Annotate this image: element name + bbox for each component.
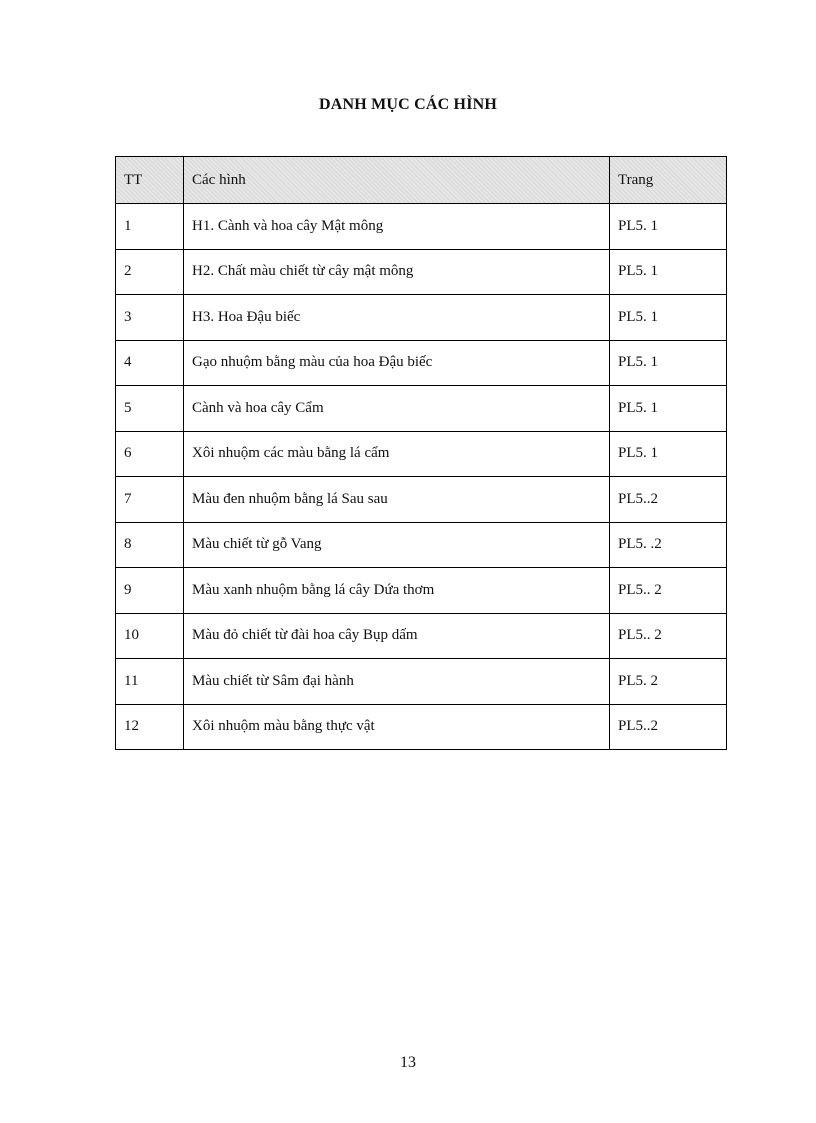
cell-tt: 5	[116, 386, 184, 432]
cell-figure-name: Xôi nhuộm các màu bằng lá cẩm	[184, 431, 610, 477]
cell-tt: 1	[116, 204, 184, 250]
header-page: Trang	[610, 157, 727, 204]
cell-figure-name: H3. Hoa Đậu biếc	[184, 295, 610, 341]
cell-figure-name: Màu chiết từ Sâm đại hành	[184, 659, 610, 705]
table-row	[116, 613, 727, 659]
table-row	[116, 477, 727, 523]
cell-tt: 4	[116, 340, 184, 386]
cell-tt: 11	[116, 659, 184, 705]
cell-page: PL5. 2	[610, 659, 727, 705]
cell-page: PL5. 1	[610, 249, 727, 295]
cell-tt: 8	[116, 522, 184, 568]
cell-tt: 7	[116, 477, 184, 523]
header-tt: TT	[116, 157, 184, 204]
table-header	[116, 157, 727, 204]
cell-page: PL5. 1	[610, 295, 727, 341]
cell-page: PL5. .2	[610, 522, 727, 568]
table-row	[116, 659, 727, 705]
cell-page: PL5. 1	[610, 340, 727, 386]
cell-tt: 2	[116, 249, 184, 295]
table-row	[116, 340, 727, 386]
table-row	[116, 568, 727, 614]
cell-figure-name: Màu đen nhuộm bằng lá Sau sau	[184, 477, 610, 523]
cell-tt: 10	[116, 613, 184, 659]
table-row	[116, 431, 727, 477]
cell-figure-name: H1. Cành và hoa cây Mật mông	[184, 204, 610, 250]
cell-page: PL5. 1	[610, 431, 727, 477]
figure-list-table	[115, 156, 727, 750]
header-figure-name: Các hình	[184, 157, 610, 204]
table-row	[116, 522, 727, 568]
table-header-row	[116, 157, 727, 204]
cell-page: PL5. 1	[610, 204, 727, 250]
table-row	[116, 295, 727, 341]
table-body	[116, 204, 727, 750]
cell-figure-name: Màu xanh nhuộm bằng lá cây Dứa thơm	[184, 568, 610, 614]
table-row	[116, 386, 727, 432]
cell-figure-name: Gạo nhuộm bằng màu của hoa Đậu biếc	[184, 340, 610, 386]
cell-tt: 6	[116, 431, 184, 477]
cell-figure-name: Màu chiết từ gỗ Vang	[184, 522, 610, 568]
page-title: DANH MỤC CÁC HÌNH	[318, 96, 498, 113]
cell-page: PL5.. 2	[610, 568, 727, 614]
cell-page: PL5. 1	[610, 386, 727, 432]
cell-figure-name: H2. Chất màu chiết từ cây mật mông	[184, 249, 610, 295]
cell-page: PL5..2	[610, 477, 727, 523]
page-number: 13	[400, 1054, 416, 1071]
cell-page: PL5.. 2	[610, 613, 727, 659]
table-row	[116, 204, 727, 250]
table-row	[116, 249, 727, 295]
cell-tt: 12	[116, 704, 184, 750]
cell-figure-name: Cành và hoa cây Cẩm	[184, 386, 610, 432]
cell-page: PL5..2	[610, 704, 727, 750]
table-row	[116, 704, 727, 750]
cell-tt: 3	[116, 295, 184, 341]
cell-tt: 9	[116, 568, 184, 614]
cell-figure-name: Xôi nhuộm màu bằng thực vật	[184, 704, 610, 750]
cell-figure-name: Màu đỏ chiết từ đài hoa cây Bụp dấm	[184, 613, 610, 659]
